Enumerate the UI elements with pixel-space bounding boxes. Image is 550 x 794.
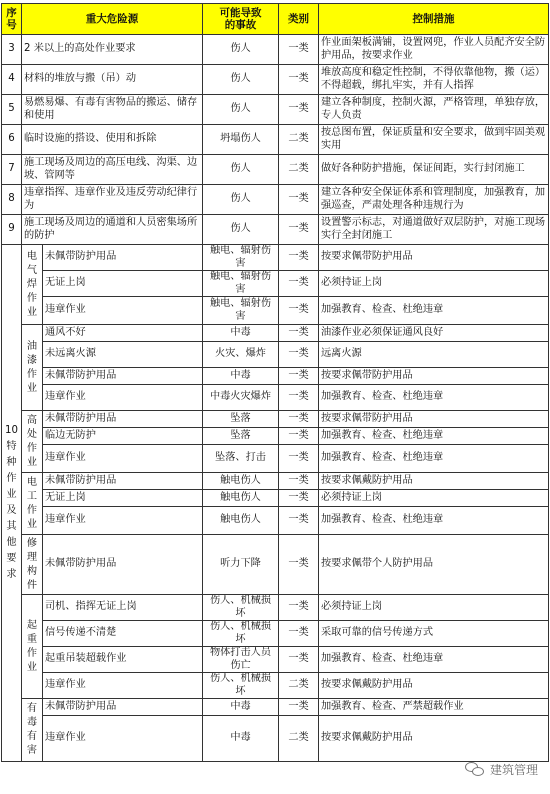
item-hazard: 未佩带防护用品: [43, 473, 203, 490]
group-name: [22, 535, 43, 595]
item-hazard: 未佩带防护用品: [43, 699, 203, 716]
item-measures: 加强教育、检查、杜绝违章: [319, 445, 549, 473]
item-category: 一类: [279, 245, 319, 271]
row-category: 一类: [279, 65, 319, 95]
group-label: 电 气 焊 作 业: [26, 250, 38, 318]
item-hazard: 未佩带防护用品: [43, 368, 203, 385]
item-hazard: 起重吊装超载作业: [43, 647, 203, 673]
table-row: [2, 535, 549, 595]
item-hazard: 违章作业: [43, 445, 203, 473]
group-name: [22, 473, 43, 535]
table-row: [2, 185, 549, 215]
row-no: 3: [2, 35, 22, 65]
table-row: [2, 245, 549, 271]
item-category: 二类: [279, 673, 319, 699]
table-row: [2, 716, 549, 762]
item-category: 一类: [279, 428, 319, 445]
table-row: [2, 368, 549, 385]
row-no: 6: [2, 125, 22, 155]
row-accident: 伤人: [203, 185, 279, 215]
table-row: [2, 473, 549, 490]
table-row: [2, 699, 549, 716]
table-row: [2, 385, 549, 411]
group-label: 高 处 作 业: [26, 414, 38, 468]
row-measures: 建立各种安全保证体系和管理制度，加强教育，加强巡查，严肃处理各种违规行为: [319, 185, 549, 215]
item-accident: 中毒: [203, 368, 279, 385]
header-measures: 控制措施: [319, 4, 549, 35]
item-measures: 加强教育、检查、杜绝违章: [319, 297, 549, 325]
item-category: 一类: [279, 368, 319, 385]
item-category: 一类: [279, 473, 319, 490]
item-measures: 按要求佩带防护用品: [319, 368, 549, 385]
item-measures: 加强教育、检查、杜绝违章: [319, 647, 549, 673]
group-label: 起 重 作 业: [26, 619, 38, 673]
table-row: [2, 215, 549, 245]
item-hazard: 违章作业: [43, 297, 203, 325]
item-accident: 触电、辐射伤害: [203, 245, 279, 271]
group-label: 电 工 作 业: [26, 476, 38, 530]
item-measures: 按要求佩带个人防护用品: [319, 535, 549, 595]
item-hazard: 通风不好: [43, 325, 203, 342]
row-no: 7: [2, 155, 22, 185]
watermark-text: 建筑管理: [489, 763, 538, 777]
table-row: [2, 673, 549, 699]
header-accident: 可能导致 的事故: [203, 4, 279, 35]
header-no: 序 号: [2, 4, 22, 35]
table-row: [2, 95, 549, 125]
item-category: 二类: [279, 716, 319, 762]
special-ops-no: [2, 245, 22, 762]
item-hazard: 临边无防护: [43, 428, 203, 445]
wechat-icon: [465, 762, 485, 778]
item-measures: 加强教育、检查、杜绝违章: [319, 428, 549, 445]
table-row: [2, 647, 549, 673]
row-measures: 作业面架板满铺，设置网兜，作业人员配齐安全防护用品，按要求作业: [319, 35, 549, 65]
item-measures: 按要求佩带防护用品: [319, 245, 549, 271]
table-row: [2, 271, 549, 297]
item-hazard: 违章作业: [43, 385, 203, 411]
row-measures: 做好各种防护措施，保证间距，实行封闭施工: [319, 155, 549, 185]
item-hazard: 未佩带防护用品: [43, 245, 203, 271]
item-category: 一类: [279, 535, 319, 595]
table-row: [2, 445, 549, 473]
item-category: 一类: [279, 411, 319, 428]
group-name: [22, 325, 43, 411]
item-category: 一类: [279, 271, 319, 297]
row-no: 5: [2, 95, 22, 125]
table-row: [2, 411, 549, 428]
item-measures: 必须持证上岗: [319, 490, 549, 507]
item-category: 一类: [279, 445, 319, 473]
row-hazard: 材料的堆放与搬（吊）动: [22, 65, 203, 95]
item-accident: 触电伤人: [203, 507, 279, 535]
item-accident: 火灾、爆炸: [203, 342, 279, 368]
table-row: [2, 125, 549, 155]
row-category: 一类: [279, 185, 319, 215]
item-hazard: 未佩带防护用品: [43, 535, 203, 595]
row-hazard: 2 米以上的高处作业要求: [22, 35, 203, 65]
row-category: 二类: [279, 125, 319, 155]
item-measures: 加强教育、检查、杜绝违章: [319, 385, 549, 411]
item-hazard: 司机、指挥无证上岗: [43, 595, 203, 621]
item-accident: 伤人、机械损坏: [203, 673, 279, 699]
item-category: 一类: [279, 297, 319, 325]
item-measures: 按要求佩带防护用品: [319, 411, 549, 428]
row-no: 9: [2, 215, 22, 245]
row-accident: 伤人: [203, 155, 279, 185]
table-row: [2, 428, 549, 445]
row-category: 一类: [279, 95, 319, 125]
group-label: 油 漆 作 业: [26, 340, 38, 394]
item-measures: 按要求佩戴防护用品: [319, 473, 549, 490]
table-row: [2, 155, 549, 185]
row-category: 一类: [279, 215, 319, 245]
item-accident: 中毒火灾爆炸: [203, 385, 279, 411]
row-measures: 按总图布置，保证质量和安全要求，做到牢固美观实用: [319, 125, 549, 155]
row-accident: 伤人: [203, 65, 279, 95]
table-row: [2, 297, 549, 325]
item-hazard: 违章作业: [43, 673, 203, 699]
row-hazard: 临时设施的搭设、使用和拆除: [22, 125, 203, 155]
item-category: 一类: [279, 385, 319, 411]
item-accident: 触电伤人: [203, 473, 279, 490]
item-accident: 触电、辐射伤害: [203, 271, 279, 297]
item-category: 一类: [279, 647, 319, 673]
hazard-control-table: [1, 3, 549, 762]
item-accident: 坠落、打击: [203, 445, 279, 473]
table-row: [2, 507, 549, 535]
row-hazard: 施工现场及周边的高压电线、沟渠、边坡、管网等: [22, 155, 203, 185]
item-measures: 油漆作业必须保证通风良好: [319, 325, 549, 342]
item-category: 一类: [279, 621, 319, 647]
table-row: [2, 595, 549, 621]
table-row: [2, 325, 549, 342]
group-label: 修 理 构 件: [26, 537, 38, 591]
item-hazard: 无证上岗: [43, 490, 203, 507]
item-measures: 远离火源: [319, 342, 549, 368]
row-accident: 伤人: [203, 35, 279, 65]
item-measures: 采取可靠的信号传递方式: [319, 621, 549, 647]
item-category: 一类: [279, 342, 319, 368]
item-accident: 中毒: [203, 325, 279, 342]
group-name: [22, 595, 43, 699]
item-measures: 加强教育、检查、杜绝违章: [319, 507, 549, 535]
table-row: [2, 65, 549, 95]
row-no: 8: [2, 185, 22, 215]
item-hazard: 无证上岗: [43, 271, 203, 297]
group-name: [22, 699, 43, 762]
item-measures: 必须持证上岗: [319, 595, 549, 621]
row-category: 一类: [279, 35, 319, 65]
item-measures: 必须持证上岗: [319, 271, 549, 297]
item-accident: 触电、辐射伤害: [203, 297, 279, 325]
item-measures: 按要求佩戴防护用品: [319, 716, 549, 762]
row-hazard: 易燃易爆、有毒有害物品的搬运、储存和使用: [22, 95, 203, 125]
item-category: 一类: [279, 325, 319, 342]
group-name: [22, 411, 43, 473]
item-accident: 坠落: [203, 428, 279, 445]
item-accident: 中毒: [203, 716, 279, 762]
item-hazard: 违章作业: [43, 507, 203, 535]
row-accident: 伤人: [203, 215, 279, 245]
special-ops-label: 10 特 种 作 业 及 其 他 要 求: [5, 425, 18, 580]
item-accident: 触电伤人: [203, 490, 279, 507]
item-accident: 伤人、机械损坏: [203, 621, 279, 647]
item-accident: 伤人、机械损坏: [203, 595, 279, 621]
row-measures: 建立各种制度，控制火源，严格管理，单独存放，专人负责: [319, 95, 549, 125]
row-measures: 设置警示标志，对通道做好双层防护，对施工现场实行全封闭施工: [319, 215, 549, 245]
item-category: 一类: [279, 595, 319, 621]
item-measures: 按要求佩戴防护用品: [319, 673, 549, 699]
item-category: 一类: [279, 699, 319, 716]
item-hazard: 信号传递不清楚: [43, 621, 203, 647]
row-measures: 堆放高度和稳定性控制，不得依靠他物，搬（运）不得超载，绑扎牢实，并有人指挥: [319, 65, 549, 95]
item-hazard: 违章作业: [43, 716, 203, 762]
item-hazard: 未佩带防护用品: [43, 411, 203, 428]
row-no: 4: [2, 65, 22, 95]
item-accident: 中毒: [203, 699, 279, 716]
table-row: [2, 490, 549, 507]
table-row: [2, 35, 549, 65]
row-hazard: 违章指挥、违章作业及违反劳动纪律行为: [22, 185, 203, 215]
group-label: 有 毒 有 害: [26, 703, 38, 756]
header-hazard: 重大危险源: [22, 4, 203, 35]
row-category: 二类: [279, 155, 319, 185]
row-hazard: 施工现场及周边的通道和人员密集场所的防护: [22, 215, 203, 245]
header-category: 类别: [279, 4, 319, 35]
item-accident: 听力下降: [203, 535, 279, 595]
item-category: 一类: [279, 507, 319, 535]
watermark: [465, 761, 538, 778]
table-header-row: [2, 4, 549, 35]
item-hazard: 未远离火源: [43, 342, 203, 368]
table-row: [2, 621, 549, 647]
group-name: [22, 245, 43, 325]
item-accident: 坠落: [203, 411, 279, 428]
row-accident: 坍塌伤人: [203, 125, 279, 155]
row-accident: 伤人: [203, 95, 279, 125]
item-measures: 加强教育、检查、严禁超载作业: [319, 699, 549, 716]
table-row: [2, 342, 549, 368]
item-category: 一类: [279, 490, 319, 507]
item-accident: 物体打击人员伤亡: [203, 647, 279, 673]
